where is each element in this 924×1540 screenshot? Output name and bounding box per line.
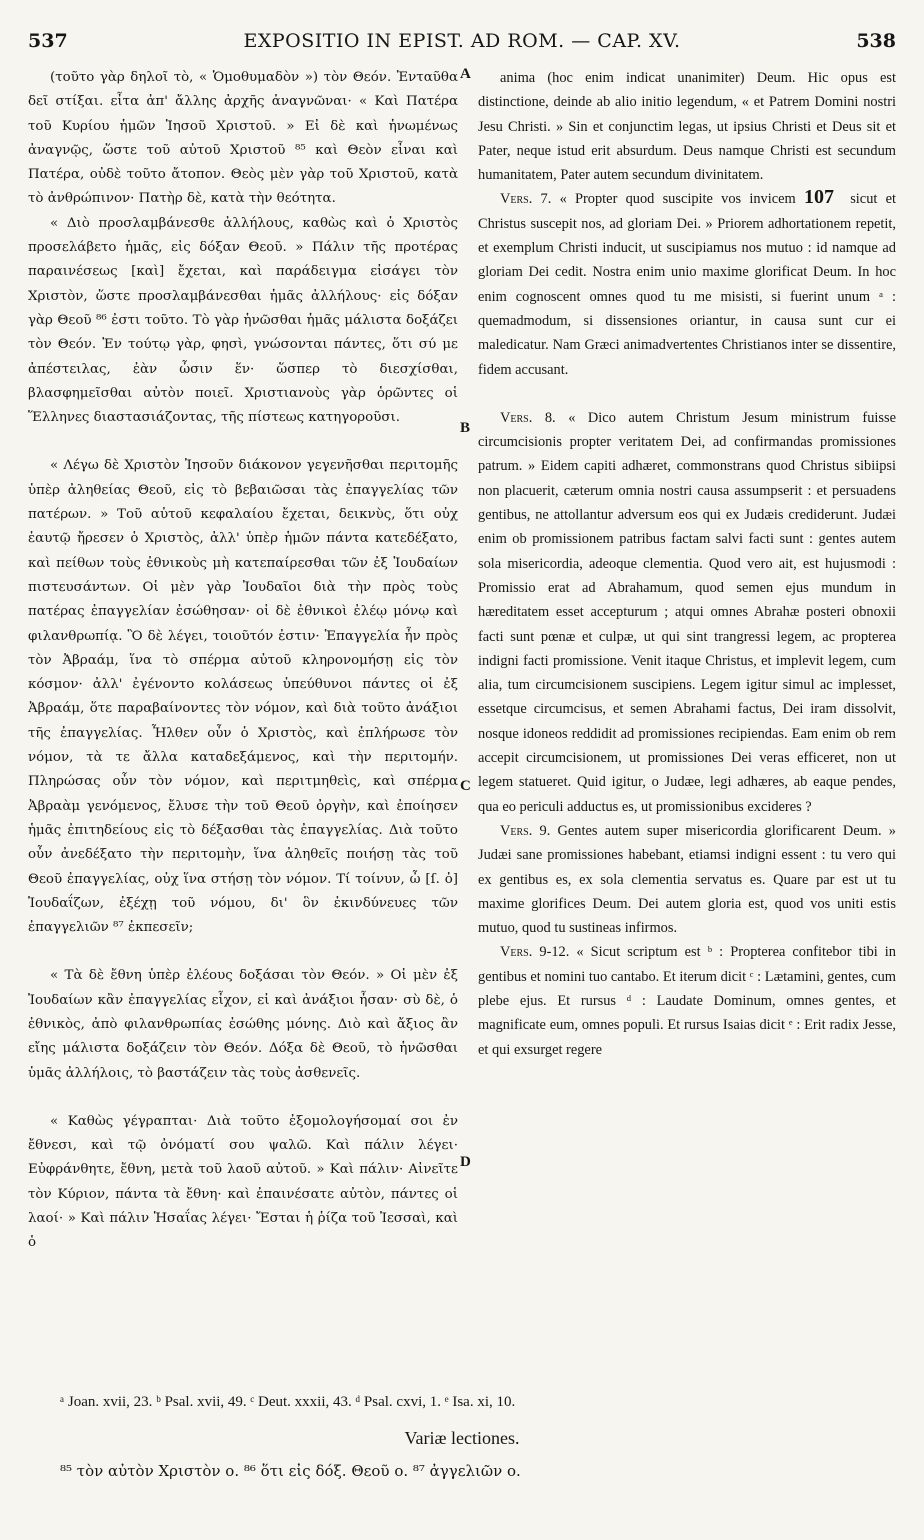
greek-paragraph: (τοῦτο γὰρ δηλοῖ τὸ, « Ὁμοθυμαδὸν ») τὸν Θεόν. Ἐνταῦθα δεῖ στίξαι. εἶτα ἀπ' ἄλλης ἀρχῆς ἀναγνῶναι· « Καὶ Πατέρα τοῦ Κυρίου ἡμῶν Ἰησοῦ Χριστοῦ. » Εἰ δὲ καὶ ἡνωμένως ἀναγνῷς, ὥστε τοῦ αὐτοῦ Χριστοῦ ⁸⁵ καὶ Θεὸν εἶναι καὶ Πατέρα, οὐδὲ τοῦτο ἄτοπον. Θεὸς μὲν γὰρ τοῦ Χριστοῦ, κατὰ τὸ ἀνθρώπινον· Πατὴρ δὲ, κατὰ τὴν θεότητα.	[28, 70, 458, 207]
running-title: EXPOSITIO IN EPIST. AD ROM. — CAP. XV.	[243, 30, 681, 52]
verse-label: Vers. 8.	[500, 409, 556, 426]
footnotes: ᵃ Joan. xvii, 23. ᵇ Psal. xvii, 49. ᶜ Deut. xxxii, 43. ᵈ Psal. cxvi, 1. ᵉ Isa. xi, 10.	[60, 1394, 516, 1410]
greek-paragraph: « Καθὼς γέγραπται· Διὰ τοῦτο ἐξομολογήσομαί σοι ἐν ἔθνεσι, καὶ τῷ ὀνόματί σου ψαλῶ. Καὶ πάλιν λέγει· Εὐφράνθητε, ἔθνη, μετὰ τοῦ λαοῦ αὐτοῦ. » Καὶ πάλιν· Αἰνεῖτε τὸν Κύριον, πάντα τὰ ἔθνη· καὶ ἐπαινέσατε αὐτὸν, πάντες οἱ λαοί· » Καὶ πάλιν Ἡσαΐας λέγει· Ἔσται ἡ ῥίζα τοῦ Ἰεσσαὶ, καὶ ὁ	[28, 1113, 458, 1251]
verse-label: Vers. 9.	[500, 822, 551, 839]
page-number-right: 538	[856, 30, 896, 52]
latin-text: sicut et Christus suscepit nos, ad gloriam Dei. » Priorem adhortationem repetit, et exemplum Christi inducit, ut suscipiamus nos mutuo : id namque ad gloriam Dei cedit. Nostra enim unio maxime glorificat Deum. In hoc enim cognoscent omnes quod tu me misisti, si fuerint unum ᵃ : quemadmodum, si dissensiones oriantur, in causa sunt cur ei maledicatur. Nam Græci animadvertentes Christianos inter se dissentire, fidem accusant.	[478, 191, 896, 378]
latin-text: « Propter quod suscipite vos invicem	[559, 191, 796, 208]
margin-marker-a: A	[460, 66, 471, 82]
margin-marker-b: B	[460, 420, 471, 436]
verse-label: Vers. 7.	[500, 191, 552, 208]
greek-paragraph: « Τὰ δὲ ἔθνη ὑπὲρ ἐλέους δοξάσαι τὸν Θεόν. » Οἱ μὲν ἐξ Ἰουδαίων κἂν ἐπαγγελίας εἶχον, εἰ καὶ ἀνάξιοι ἦσαν· σὺ δὲ, ὁ ἐθνικὸς, ἀπὸ φιλανθρωπίας ἐσώθης μόνης. Διὸ καὶ ἄξιος ἂν εἴης μάλιστα δοξάζειν τὸν Θεόν. Δόξα δὲ Θεοῦ, τὸ ἡνῶσθαι ὑμᾶς ἀλλήλοις, τὸ βαστάζειν τὰς τοὺς ἀσθενεῖς.	[28, 968, 458, 1081]
latin-paragraph	[478, 819, 896, 940]
page-header	[28, 30, 896, 60]
greek-paragraph: « Λέγω δὲ Χριστὸν Ἰησοῦν διάκονον γεγενῆσθαι περιτομῆς ὑπὲρ ἀληθείας Θεοῦ, εἰς τὸ βεβαιῶσαι τὰς ἐπαγγελίας τῶν πατέρων. » Τοῦ αὐτοῦ κεφαλαίου ἔχεται, δεικνὺς, ὅτι οὐχ ἑαυτῷ ἤρεσεν ὁ Χριστὸς, ἀλλ' ὑπὲρ ἡμῶν πάντα κατεδέξατο, καὶ πείθων τοὺς ἐθνικοὺς μὴ κατεπαίρεσθαι τῶν ἐξ Ἰουδαίων πιστευσάντων. Οἱ μὲν γὰρ Ἰουδαῖοι διὰ τὴν πρὸς τοὺς πατέρας ἐπαγγελίαν ἐσώθησαν· οἱ δὲ ἐθνικοὶ ἐλέῳ μόνῳ καὶ φιλανθρωπίᾳ. Ὃ δὲ λέγει, τοιοῦτόν ἐστιν· Ἐπαγγελία ἦν πρὸς τὸν Ἀβραάμ, ἵνα τὸ σπέρμα αὐτοῦ κληρονομήσῃ εἰς τὸν κόσμον· ἀλλ' ἐγένοντο κολάσεως ὑπεύθυνοι πάντες οἱ ἐξ Ἀβραάμ, ὅτε παραβαίνοντες τὸν νόμον, καὶ διὰ τοῦτο ἀνάξιοι τῆς ἐπαγγελίας. Ἦλθεν οὖν ὁ Χριστὸς, καὶ ἐπλήρωσε τὸν νόμον, τὰ τε ἄλλα καταδεξάμενος, καὶ τὴν περιτομήν. Πληρώσας οὖν τὸν νόμον, καὶ περιτμηθεὶς, καὶ σπέρμα Ἀβραὰμ γενόμενος, ἔλυσε τὴν τοῦ Θεοῦ ὀργὴν, καὶ ἐποίησεν ἡμᾶς ἐπιτηδείους εἰς τὸ δέξασθαι τὰς ἐπαγγελίας. Διὰ τοῦτο οὖν ἀνεδέξατο τὴν περιτομὴν, ἵνα ἀληθεῖς ποιήσῃ τὰς τοῦ Θεοῦ ἐπαγγελίας, οὐχ ἵνα στήσῃ τὸν νόμον. Τί τοίνυν, ὦ [ſ. ὁ] Ἰουδαΐζων, ἐξέχῃ τοῦ νόμου, δι' ὃν ἐκινδύνευες τῶν ἐπαγγελιῶν ⁸⁷ ἐκπεσεῖν;	[28, 458, 458, 936]
latin-text: « Sicut scriptum est ᵇ : Propterea confitebor tibi in gentibus et nomini tuo cantabo. Et iterum dicit ᶜ : Lætamini, gentes, cum plebe ejus. Et rursus ᵈ : Laudate Dominum, omnes gentes, et magnificate eum, omnes populi. Et rursus Isaias dicit ᵉ : Erit radix Jesse, et qui exsurget regere	[478, 944, 896, 1058]
margin-marker-c: C	[460, 778, 471, 794]
column-number: 107	[803, 186, 834, 209]
latin-column	[478, 66, 896, 1062]
greek-column	[28, 66, 458, 1256]
greek-paragraph: « Διὸ προσλαμβάνεσθε ἀλλήλους, καθὼς καὶ ὁ Χριστὸς προσελάβετο ἡμᾶς, εἰς δόξαν Θεοῦ. » Πάλιν τῆς προτέρας παραινέσεως [καὶ] ἔχεται, καὶ παράδειγμα εἰσάγει τὸν Χριστὸν, ὥστε προσλαμβάνεσθαι ἡμᾶς ἀλλήλους· εἰς δόξαν γὰρ Θεοῦ ⁸⁶ ἐστι τοῦτο. Τὸ γὰρ ἡνῶσθαι ἡμᾶς μάλιστα δοξάζει τὸν Θεόν. Ἐν τούτῳ γὰρ, φησὶ, γνώσονται πάντες, ὅτι σύ με ἀπέστειλας, ἐὰν ὦσιν ἕν· ὥσπερ τὸ διεσχίσθαι, βλασφημεῖσθαι αὐτὸν ποιεῖ. Χριστιανοὺς γὰρ ὁρῶντες οἱ Ἕλληνες διαστασιάζοντας, τῆς πίστεως κατηγοροῦσι.	[28, 215, 458, 426]
page-number-left: 537	[28, 30, 68, 52]
latin-text: Gentes autem super misericordia glorificarent Deum. » Judæi sane promissiones habebant, etiamsi indigni essent : tu vero qui ex gentibus es, ex sola clementia servatus es. Quare par est ut tu maxime glorifices Deum. Dei autem gloria est, quod vos uniti estis mutuo, quod tu sustineas infirmos.	[478, 822, 896, 937]
latin-paragraph	[478, 940, 896, 1061]
variae-lectiones: ⁸⁵ τὸν αὐτὸν Χριστὸν ο. ⁸⁶ ὅτι εἰς δόξ. Θεοῦ ο. ⁸⁷ ἀγγελιῶν ο.	[60, 1462, 521, 1480]
variae-lectiones-title: Variæ lectiones.	[404, 1428, 520, 1448]
latin-paragraph	[478, 406, 896, 819]
latin-paragraph	[478, 187, 896, 381]
margin-marker-d: D	[460, 1154, 471, 1170]
latin-paragraph: anima (hoc enim indicat unanimiter) Deum. Hic opus est distinctione, deinde ab alio initio legendum, « et Patrem Domini nostri Jesu Christi. » Sin et conjunctim legas, ut ipsius Christi et Deus sit et Pater, neque istud erit absurdum. Deus namque Christi est secundum humanitatem, Pater autem secundum divinitatem.	[478, 70, 896, 184]
latin-text: « Dico autem Christum Jesum ministrum fuisse circumcisionis propter veritatem Dei, ad confirmandas promissiones patrum. » Eidem capiti adhæret, commonstrans quod Christus sibiipsi non placuerit, cæterum omnia nostri causa assumpserit : et persuadens gentibus, ne attollantur adversum eos qui ex Judæis crediderunt. Judæi enim ob promissionem patribus factam salvi facti sunt : gentes autem sola misericordia, adeoque clementia. Quod vero ait, est hujusmodi : Promissio erat ad Abrahamum, quod semen ejus mundum in hæreditatem esset accepturum ; atqui omnes Abrahæ posteri obnoxii facti sunt pœnæ et culpæ, ut qui sint trangressi legem, ac propterea indigni facti promissione. Venit itaque Christus, et implevit legem, cum alia, tum circumcisionem suscipiens. Legem igitur simul ac implesset, essetque circumcisus, et semen Abrahami factus, Dei iram dissolvit, nosque idoneos reddidit ad promissiones recipiendas. Eam enim ob rem accepit circumcisionem, ut promissiones Dei veras efficeret, non ut legem statueret. Quid igitur, o Judæe, legi adhæres, ab eaque pendes, qua eo periculi adductus es, ut promissionibus excideres ?	[478, 409, 896, 815]
verse-label: Vers. 9-12.	[500, 944, 570, 961]
